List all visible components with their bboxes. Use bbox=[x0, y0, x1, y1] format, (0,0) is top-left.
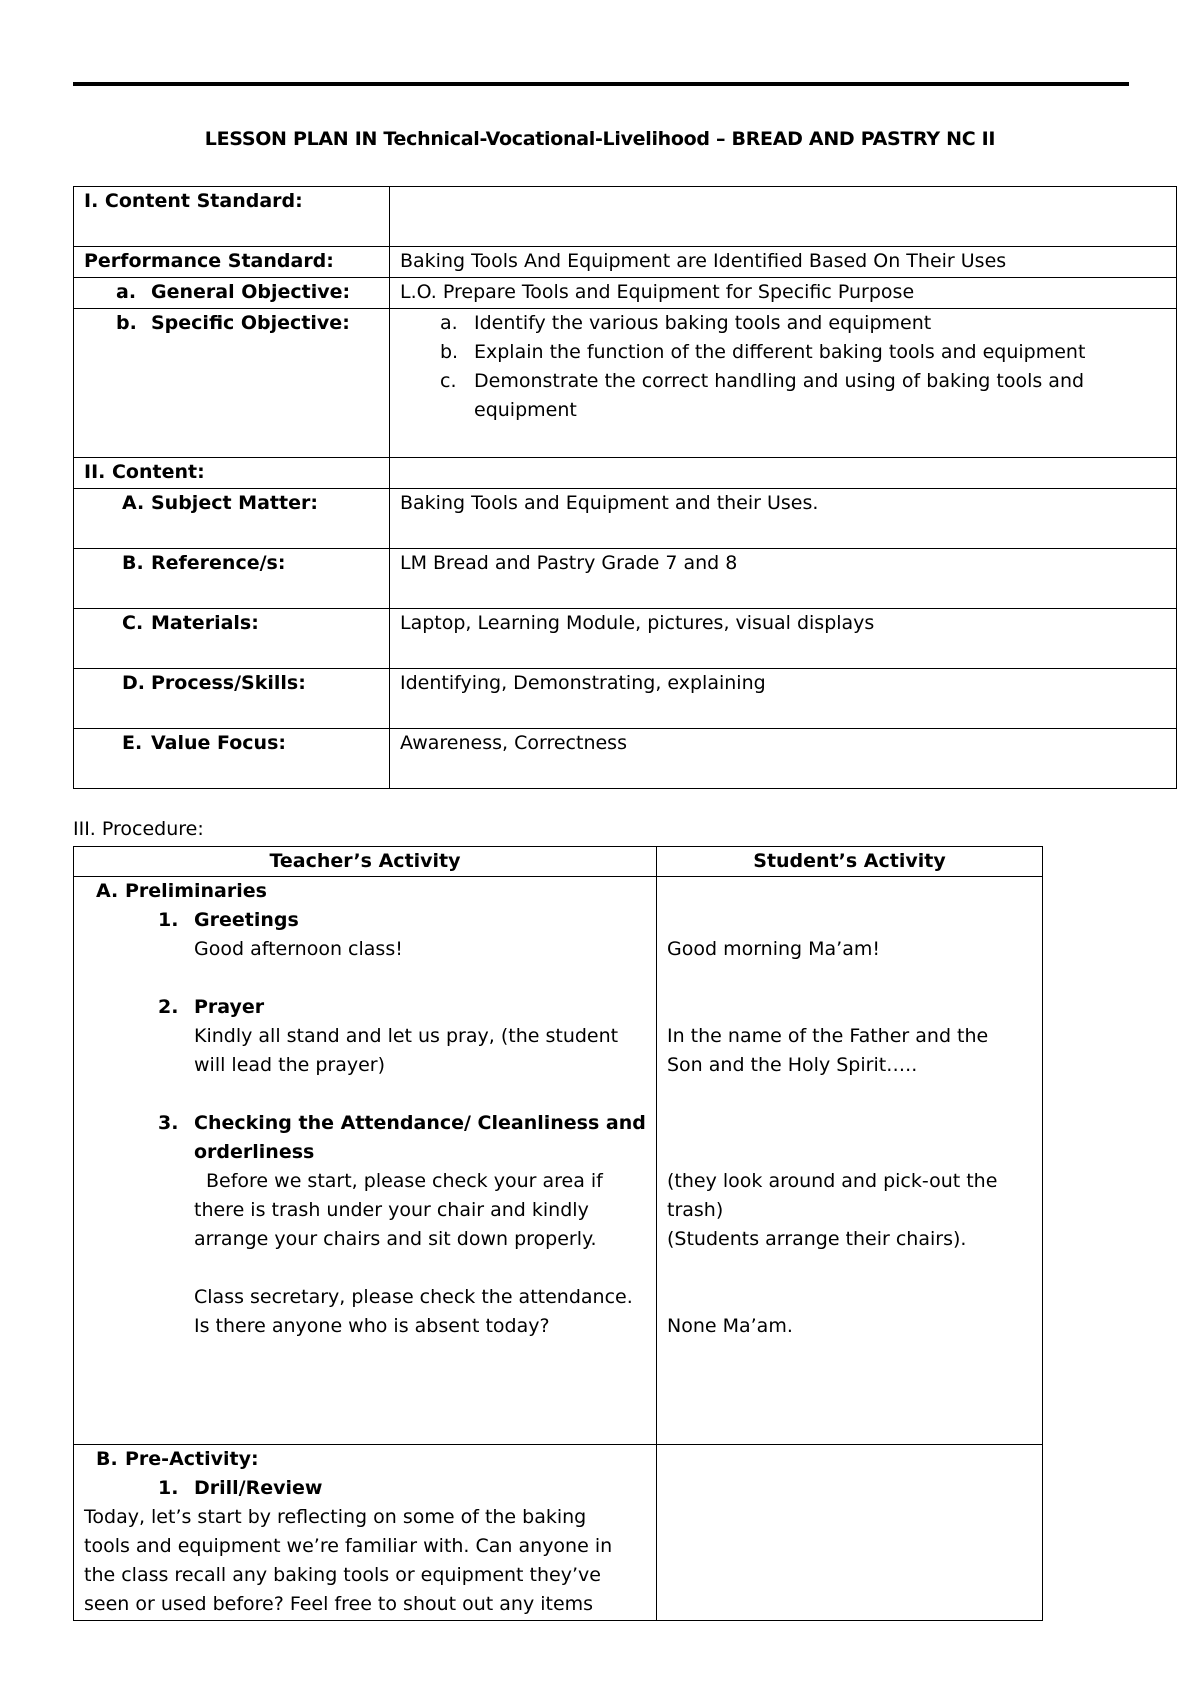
performance-standard-value: Baking Tools And Equipment are Identified Based On Their Uses bbox=[390, 247, 1177, 278]
general-objective-marker: a. bbox=[116, 281, 137, 303]
list-text: Identify the various baking tools and equipment bbox=[474, 312, 932, 334]
preliminaries-heading bbox=[84, 877, 646, 906]
specific-objective-label bbox=[74, 309, 390, 458]
pre-activity-teacher-cell bbox=[74, 1445, 657, 1621]
specific-objective-text: Specific Objective: bbox=[151, 312, 350, 334]
table-row bbox=[74, 729, 1177, 789]
table-row bbox=[74, 247, 1177, 278]
drill-line: tools and equipment we’re familiar with. Can anyone in bbox=[84, 1535, 613, 1557]
spacer bbox=[667, 1080, 1032, 1109]
pre-activity-heading bbox=[84, 1445, 646, 1474]
page-title: LESSON PLAN IN Technical-Vocational-Livelihood – BREAD AND PASTRY NC II bbox=[204, 128, 996, 150]
attendance-heading-cont: orderliness bbox=[194, 1141, 315, 1163]
section-marker: B. bbox=[96, 1448, 118, 1470]
greetings-heading bbox=[84, 906, 646, 935]
prayer-teacher-line: Kindly all stand and let us pray, (the student bbox=[194, 1025, 619, 1047]
section-marker: A. bbox=[96, 880, 119, 902]
row-label: Materials: bbox=[151, 612, 259, 634]
section-title: Pre-Activity: bbox=[125, 1448, 259, 1470]
table-row bbox=[74, 458, 1177, 489]
row-marker: D. bbox=[122, 672, 145, 694]
attendance-student-line: None Ma’am. bbox=[667, 1315, 793, 1337]
item-number: 1. bbox=[158, 1477, 179, 1499]
general-objective-text: General Objective: bbox=[151, 281, 351, 303]
item-title: Greetings bbox=[194, 909, 299, 931]
prayer-heading bbox=[84, 993, 646, 1022]
prayer-student-line: In the name of the Father and the bbox=[667, 1025, 989, 1047]
spacer bbox=[84, 1080, 646, 1109]
drill-line: the class recall any baking tools or equipment they’ve bbox=[84, 1564, 601, 1586]
list-text: Explain the function of the different baking tools and equipment bbox=[474, 341, 1086, 363]
reference-value: LM Bread and Pastry Grade 7 and 8 bbox=[390, 549, 1177, 609]
attendance-teacher-line: Before we start, please check your area if bbox=[206, 1170, 603, 1192]
procedure-table bbox=[73, 846, 1043, 1621]
row-marker: E. bbox=[122, 732, 143, 754]
table-row bbox=[74, 278, 1177, 309]
table-row bbox=[74, 549, 1177, 609]
table-row bbox=[74, 187, 1177, 247]
spacer bbox=[667, 906, 1032, 935]
item-title: Drill/Review bbox=[194, 1477, 323, 1499]
item-title: Checking the Attendance/ Cleanliness and bbox=[194, 1112, 646, 1134]
item-number: 3. bbox=[158, 1112, 179, 1134]
greetings-student-text: Good morning Ma’am! bbox=[667, 938, 880, 960]
reference-label bbox=[74, 549, 390, 609]
spacer bbox=[667, 1283, 1032, 1312]
specific-objective-marker: b. bbox=[116, 312, 137, 334]
subject-matter-value: Baking Tools and Equipment and their Uses. bbox=[390, 489, 1177, 549]
pre-activity-student-cell bbox=[657, 1445, 1043, 1621]
list-item bbox=[440, 367, 1176, 425]
spacer bbox=[667, 1138, 1032, 1167]
row-label: Process/Skills: bbox=[151, 672, 306, 694]
materials-value: Laptop, Learning Module, pictures, visual displays bbox=[390, 609, 1177, 669]
section-title: Preliminaries bbox=[125, 880, 267, 902]
table-row bbox=[74, 309, 1177, 458]
item-title: Prayer bbox=[194, 996, 265, 1018]
specific-objective-list-cell bbox=[390, 309, 1177, 458]
list-marker: a. bbox=[440, 312, 458, 334]
content-standard-value bbox=[390, 187, 1177, 247]
value-focus-value: Awareness, Correctness bbox=[390, 729, 1177, 789]
spacer bbox=[667, 1254, 1032, 1283]
row-label: Subject Matter: bbox=[151, 492, 318, 514]
row-marker: A. bbox=[122, 492, 145, 514]
table-row bbox=[74, 877, 1043, 1445]
row-marker: B. bbox=[122, 552, 144, 574]
list-marker: c. bbox=[440, 370, 457, 392]
general-objective-label bbox=[74, 278, 390, 309]
spacer bbox=[667, 964, 1032, 993]
spacer bbox=[667, 993, 1032, 1022]
process-skills-label bbox=[74, 669, 390, 729]
attendance-teacher-line: arrange your chairs and sit down properly. bbox=[194, 1228, 597, 1250]
row-label: Value Focus: bbox=[151, 732, 286, 754]
attendance-teacher-line: Is there anyone who is absent today? bbox=[194, 1315, 550, 1337]
drill-line: Today, let’s start by reflecting on some of the baking bbox=[84, 1506, 587, 1528]
performance-standard-label: Performance Standard: bbox=[74, 247, 390, 278]
list-marker: b. bbox=[440, 341, 459, 363]
value-focus-label bbox=[74, 729, 390, 789]
list-item bbox=[440, 309, 1176, 338]
attendance-heading bbox=[84, 1109, 646, 1138]
spacer bbox=[84, 964, 646, 993]
row-label: Reference/s: bbox=[151, 552, 286, 574]
prayer-teacher-line: will lead the prayer) bbox=[194, 1054, 386, 1076]
greetings-teacher-text: Good afternoon class! bbox=[194, 938, 403, 960]
spacer bbox=[84, 1254, 646, 1283]
content-section-label: II. Content: bbox=[74, 458, 390, 489]
attendance-teacher-line: there is trash under your chair and kindly bbox=[194, 1199, 589, 1221]
table-row bbox=[74, 669, 1177, 729]
attendance-student-line: trash) bbox=[667, 1199, 724, 1221]
content-standard-label: I. Content Standard: bbox=[74, 187, 390, 247]
table-row bbox=[74, 609, 1177, 669]
materials-label bbox=[74, 609, 390, 669]
spacer bbox=[667, 877, 1032, 906]
table-row bbox=[74, 1445, 1043, 1621]
subject-matter-label bbox=[74, 489, 390, 549]
student-activity-header: Student’s Activity bbox=[657, 847, 1043, 877]
table-header-row bbox=[74, 847, 1043, 877]
list-text: Demonstrate the correct handling and using of baking tools and equipment bbox=[474, 370, 1085, 421]
table-row bbox=[74, 489, 1177, 549]
item-number: 2. bbox=[158, 996, 179, 1018]
attendance-student-line: (Students arrange their chairs). bbox=[667, 1228, 967, 1250]
row-marker: C. bbox=[122, 612, 144, 634]
teacher-activity-header: Teacher’s Activity bbox=[74, 847, 657, 877]
content-section-empty bbox=[390, 458, 1177, 489]
standards-table bbox=[73, 186, 1177, 789]
spacer bbox=[667, 1109, 1032, 1138]
drill-line: seen or used before? Feel free to shout out any items bbox=[84, 1593, 594, 1615]
item-number: 1. bbox=[158, 909, 179, 931]
drill-heading bbox=[84, 1474, 646, 1503]
process-skills-value: Identifying, Demonstrating, explaining bbox=[390, 669, 1177, 729]
attendance-student-line: (they look around and pick-out the bbox=[667, 1170, 998, 1192]
list-item bbox=[440, 338, 1176, 367]
specific-objective-list bbox=[390, 309, 1176, 425]
prayer-student-line: Son and the Holy Spirit….. bbox=[667, 1054, 918, 1076]
header-rule bbox=[73, 82, 1129, 86]
preliminaries-student-cell bbox=[657, 877, 1043, 1445]
attendance-teacher-line: Class secretary, please check the attendance. bbox=[194, 1286, 633, 1308]
general-objective-value: L.O. Prepare Tools and Equipment for Specific Purpose bbox=[390, 278, 1177, 309]
preliminaries-teacher-cell bbox=[74, 877, 657, 1445]
procedure-label: III. Procedure: bbox=[73, 818, 204, 840]
